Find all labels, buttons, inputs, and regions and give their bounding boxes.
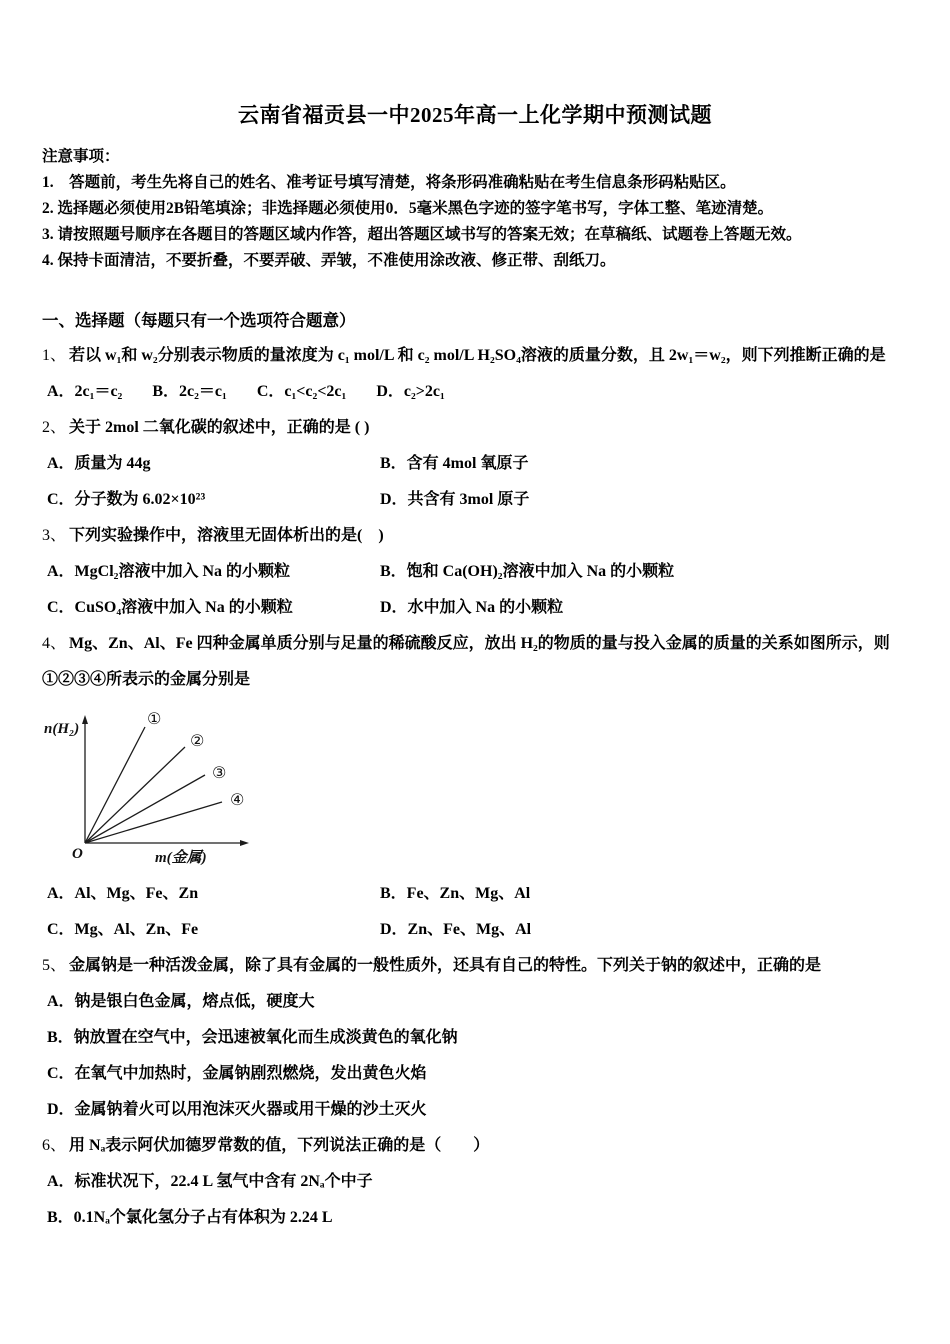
- question-6-options: [42, 1164, 908, 1236]
- question-2-text: 关于 2mol 二氧化碳的叙述中，正确的是 ( ): [69, 419, 370, 436]
- notice-item-4: 4. 保持卡面清洁，不要折叠，不要弄破、弄皱，不准使用涂改液、修正带、刮纸刀。: [42, 252, 616, 269]
- question-3-number: 3、: [42, 527, 67, 544]
- question-5-option-c: C．在氧气中加热时，金属钠剧烈燃烧，发出黄色火焰: [47, 1065, 427, 1082]
- line-1-label: ①: [147, 709, 162, 728]
- question-2-option-d: D．共含有 3mol 原子: [380, 491, 530, 508]
- notice-block: [42, 144, 908, 274]
- question-3-text: 下列实验操作中，溶液里无固体析出的是( ): [69, 527, 384, 544]
- question-3-option-a: A．MgCl₂溶液中加入 Na 的小颗粒: [47, 563, 291, 580]
- question-2-option-a: A．质量为 44g: [47, 455, 151, 472]
- line-3-label: ③: [212, 763, 227, 782]
- question-4-number: 4、: [42, 635, 67, 652]
- question-5-option-a: A．钠是银白色金属，熔点低，硬度大: [47, 993, 315, 1010]
- question-5: [42, 948, 908, 1128]
- question-2-options: [42, 446, 908, 518]
- question-1-stem: [42, 338, 908, 374]
- notice-heading: 注意事项：: [42, 148, 120, 165]
- question-1: [42, 338, 908, 410]
- y-axis-arrow-icon: [82, 715, 88, 724]
- origin-label: O: [72, 846, 83, 862]
- question-4-option-a: A．Al、Mg、Fe、Zn: [47, 885, 199, 902]
- section-heading: 一、选择题（每题只有一个选项符合题意）: [42, 311, 356, 330]
- question-1-option-c: C．c₁<c₂<2c₁: [256, 383, 347, 400]
- question-6-text: 用 Nₐ表示阿伏加德罗常数的值，下列说法正确的是（ ）: [69, 1137, 490, 1154]
- notice-item-2: 2. 选择题必须使用2B铅笔填涂；非选择题必须使用0．5毫米黑色字迹的签字笔书写，字体工整、笔迹清楚。: [42, 200, 774, 217]
- question-3-option-c: C．CuSO₄溶液中加入 Na 的小颗粒: [47, 599, 293, 616]
- metal-h2-graph-svg: [42, 702, 304, 874]
- question-6-stem: [42, 1128, 908, 1164]
- question-5-stem: [42, 948, 908, 984]
- question-3-options: [42, 554, 908, 626]
- question-5-text: 金属钠是一种活泼金属，除了具有金属的一般性质外，还具有自己的特性。下列关于钠的叙述中，正确的是: [69, 957, 822, 974]
- line-2-label: ②: [190, 731, 205, 750]
- question-3-option-b: B．饱和 Ca(OH)₂溶液中加入 Na 的小颗粒: [380, 563, 675, 580]
- question-6-option-b: B．0.1Nₐ个氯化氢分子占有体积为 2.24 L: [47, 1209, 333, 1226]
- question-6-number: 6、: [42, 1137, 67, 1154]
- question-4-text: Mg、Zn、Al、Fe 四种金属单质分别与足量的稀硫酸反应，放出 H₂的物质的量与投入金属的质量的关系如图所示，则①②③④所表示的金属分别是: [42, 635, 890, 688]
- page-title: 云南省福贡县一中2025年高一上化学期中预测试题: [238, 103, 712, 127]
- question-1-option-d: D．c₂>2c₁: [376, 383, 445, 400]
- question-5-number: 5、: [42, 957, 67, 974]
- notice-item-3: 3. 请按照题号顺序在各题目的答题区域内作答，超出答题区域书写的答案无效；在草稿纸、试题卷上答题无效。: [42, 226, 802, 243]
- question-1-number: 1、: [42, 347, 67, 364]
- question-2: [42, 410, 908, 518]
- x-axis-arrow-icon: [240, 840, 249, 846]
- question-1-option-a: A．2c₁＝c₂: [47, 383, 123, 400]
- question-1-options: [42, 374, 908, 410]
- notice-item-1: 1. 答题前，考生先将自己的姓名、准考证号填写清楚，将条形码准确粘贴在考生信息条形码粘贴区。: [42, 174, 736, 191]
- question-2-option-b: B．含有 4mol 氧原子: [380, 455, 529, 472]
- question-4-stem: [42, 626, 908, 698]
- question-3-option-d: D．水中加入 Na 的小颗粒: [380, 599, 564, 616]
- question-4-options: [42, 876, 908, 948]
- line-4-label: ④: [230, 790, 245, 809]
- question-3-stem: [42, 518, 908, 554]
- question-1-option-b: B．2c₂＝c₁: [152, 383, 227, 400]
- question-5-options: [42, 984, 908, 1128]
- metal-h2-graph: [42, 702, 908, 874]
- question-5-option-b: B．钠放置在空气中，会迅速被氧化而生成淡黄色的氧化钠: [47, 1029, 458, 1046]
- question-2-option-c: C．分子数为 6.02×10²³: [47, 491, 206, 508]
- question-3: [42, 518, 908, 626]
- question-2-number: 2、: [42, 419, 67, 436]
- question-6-option-a: A．标准状况下，22.4 L 氢气中含有 2Nₐ个中子: [47, 1173, 373, 1190]
- x-axis-label: m(金属): [155, 850, 207, 866]
- question-1-text: 若以 w₁和 w₂分别表示物质的量浓度为 c₁ mol/L 和 c₂ mol/L H₂SO₄溶液的质量分数，且 2w₁＝w₂，则下列推断正确的是: [69, 347, 886, 364]
- question-4-option-c: C．Mg、Al、Zn、Fe: [47, 921, 199, 938]
- y-axis-label: n(H₂): [44, 721, 80, 737]
- question-2-stem: [42, 410, 908, 446]
- question-4-option-b: B．Fe、Zn、Mg、Al: [380, 885, 531, 902]
- question-5-option-d: D．金属钠着火可以用泡沫灭火器或用干燥的沙土灭火: [47, 1101, 427, 1118]
- question-6: [42, 1128, 908, 1236]
- question-4-option-d: D．Zn、Fe、Mg、Al: [380, 921, 532, 938]
- question-4: [42, 626, 908, 948]
